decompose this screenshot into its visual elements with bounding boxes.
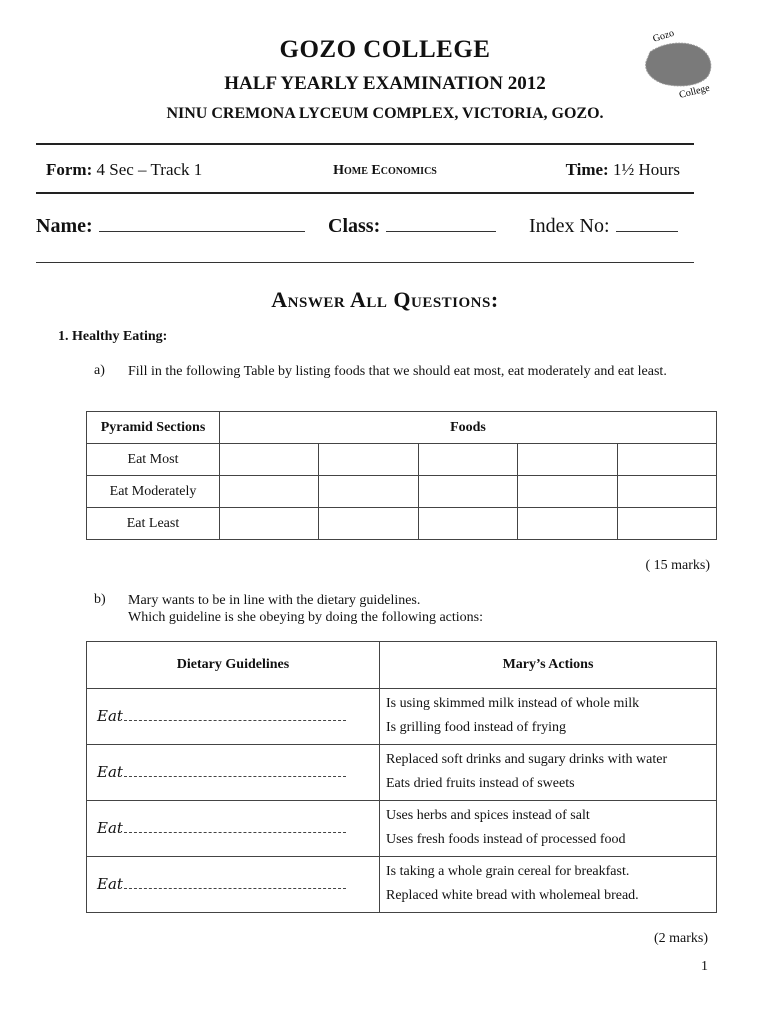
food-cell[interactable] — [319, 444, 418, 476]
form-value: 4 Sec – Track 1 — [96, 160, 203, 179]
action-text: Uses herbs and spices instead of salt — [386, 808, 590, 823]
action-text: Is grilling food instead of frying — [386, 720, 567, 735]
logo-text-bottom: College — [678, 82, 711, 101]
time-value: 1½ Hours — [612, 160, 680, 179]
table-row — [87, 857, 717, 913]
question-1-title: 1. Healthy Eating: — [58, 329, 168, 344]
header-foods: Foods — [220, 412, 717, 444]
guideline-prefix: Eat — [97, 819, 123, 837]
actions-cell — [380, 689, 717, 745]
action-text: Is taking a whole grain cereal for breakfast. — [386, 864, 630, 879]
part-b-text — [128, 592, 698, 626]
subject-name: Home Economics — [333, 163, 437, 178]
exam-title: HALF YEARLY EXAMINATION 2012 — [224, 73, 546, 94]
row-label: Eat Least — [87, 508, 220, 540]
guideline-prefix: Eat — [97, 763, 123, 781]
guideline-blank[interactable] — [124, 888, 346, 889]
table-header-row — [87, 642, 717, 689]
gozo-island-shape — [646, 43, 711, 86]
college-logo — [624, 24, 730, 110]
action-text: Eats dried fruits instead of sweets — [386, 776, 575, 791]
part-a-text: Fill in the following Table by listing foods that we should eat most, eat moderately and eat least. — [128, 364, 667, 379]
food-cell[interactable] — [220, 476, 319, 508]
guideline-cell — [87, 689, 380, 745]
class-field — [328, 215, 496, 238]
part-b-line-1: Mary wants to be in line with the dietary guidelines. — [128, 593, 421, 608]
guideline-cell — [87, 857, 380, 913]
table-row — [87, 801, 717, 857]
class-label: Class: — [328, 215, 381, 237]
guideline-cell — [87, 801, 380, 857]
table-row — [87, 476, 717, 508]
part-a-marks: ( 15 marks) — [645, 558, 710, 573]
name-blank — [99, 215, 305, 232]
food-cell[interactable] — [220, 508, 319, 540]
header-dietary-guidelines: Dietary Guidelines — [87, 642, 380, 689]
time-info — [566, 160, 680, 180]
part-b-marks: (2 marks) — [653, 931, 708, 946]
form-label: Form: — [46, 160, 93, 179]
part-b-letter: b) — [94, 592, 106, 607]
info-divider — [36, 192, 694, 194]
action-text: Replaced soft drinks and sugary drinks with water — [386, 752, 668, 767]
actions-cell — [380, 857, 717, 913]
school-title: GOZO COLLEGE — [279, 36, 491, 63]
food-cell[interactable] — [319, 476, 418, 508]
food-pyramid-table — [86, 411, 717, 540]
actions-cell — [380, 801, 717, 857]
food-cell[interactable] — [319, 508, 418, 540]
row-label: Eat Moderately — [87, 476, 220, 508]
part-a-letter: a) — [94, 363, 105, 378]
guideline-prefix: Eat — [97, 707, 123, 725]
dietary-guidelines-table — [86, 641, 717, 913]
table-header-row — [87, 412, 717, 444]
class-blank — [386, 215, 496, 232]
guideline-blank[interactable] — [124, 832, 346, 833]
instruction-heading: Answer All Questions: — [271, 287, 499, 312]
food-cell[interactable] — [418, 476, 517, 508]
header-marys-actions: Mary’s Actions — [380, 642, 717, 689]
food-cell[interactable] — [617, 444, 716, 476]
guideline-blank[interactable] — [124, 776, 346, 777]
header-pyramid-sections: Pyramid Sections — [87, 412, 220, 444]
food-cell[interactable] — [220, 444, 319, 476]
page-number: 1 — [701, 959, 708, 974]
name-field — [36, 215, 305, 238]
logo-text-top: Gozo — [651, 27, 676, 45]
index-field — [529, 215, 678, 238]
part-b-line-2: Which guideline is she obeying by doing the following actions: — [128, 610, 483, 625]
table-row — [87, 689, 717, 745]
action-text: Is using skimmed milk instead of whole milk — [386, 696, 640, 711]
action-text: Replaced white bread with wholemeal bread. — [386, 888, 639, 903]
food-cell[interactable] — [518, 508, 617, 540]
time-label: Time: — [565, 160, 609, 179]
guideline-prefix: Eat — [97, 875, 123, 893]
food-cell[interactable] — [418, 508, 517, 540]
index-label: Index No: — [529, 215, 610, 237]
guideline-cell — [87, 745, 380, 801]
food-cell[interactable] — [418, 444, 517, 476]
index-blank — [616, 215, 678, 232]
action-text: Uses fresh foods instead of processed food — [386, 832, 626, 847]
actions-cell — [380, 745, 717, 801]
header-divider — [36, 143, 694, 145]
name-label: Name: — [36, 215, 93, 237]
guideline-blank[interactable] — [124, 720, 346, 721]
table-row — [87, 508, 717, 540]
school-location: NINU CREMONA LYCEUM COMPLEX, VICTORIA, GOZO. — [166, 105, 604, 122]
food-cell[interactable] — [617, 476, 716, 508]
food-cell[interactable] — [518, 444, 617, 476]
identity-divider — [36, 262, 694, 263]
table-row — [87, 745, 717, 801]
table-row — [87, 444, 717, 476]
row-label: Eat Most — [87, 444, 220, 476]
food-cell[interactable] — [617, 508, 716, 540]
food-cell[interactable] — [518, 476, 617, 508]
